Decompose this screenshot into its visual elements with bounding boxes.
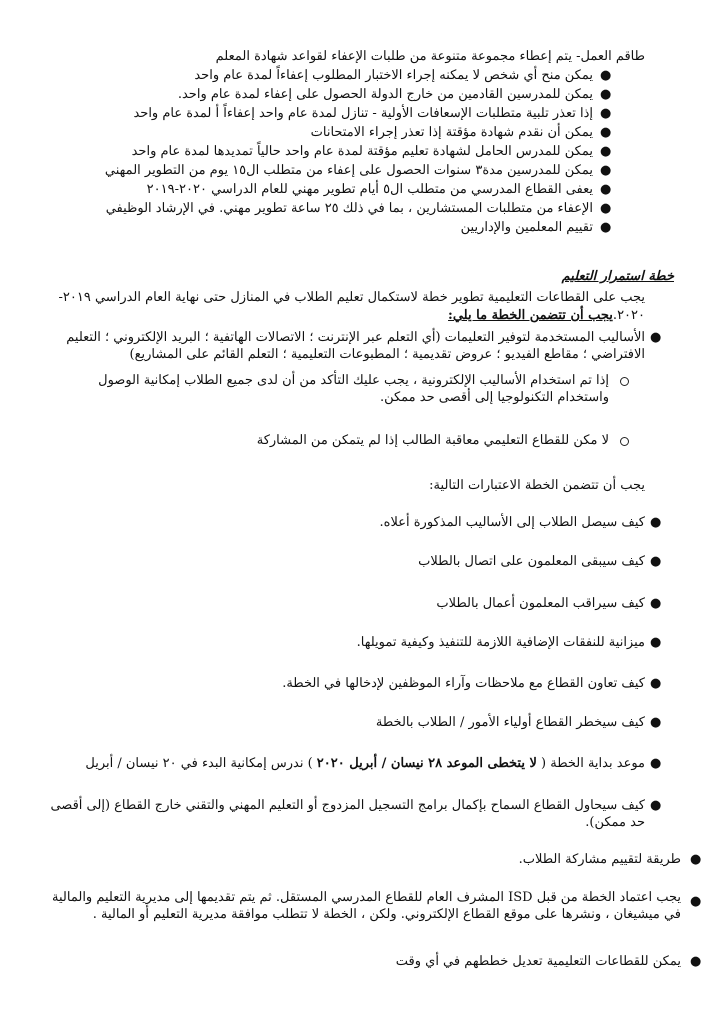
consideration-item: كيف تعاون القطاع مع ملاحظات وآراء الموظفين لإدخالها في الخطة. [282, 676, 645, 691]
modify-item: يمكن للقطاعات التعليمية تعديل خططهم في أي وقت [395, 954, 681, 969]
plan-year: ٢٠٢٠. [612, 308, 645, 323]
plan-paragraph [448, 307, 645, 324]
bullet-icon: ● [600, 68, 612, 83]
staff-intro: طاقم العمل- يتم إعطاء مجموعة متنوعة من طلبات الإعفاء لقواعد شهادة المعلم [215, 49, 645, 64]
bullet-icon: ● [600, 220, 612, 235]
bullet-icon: ● [650, 330, 662, 345]
start-suffix: ) ندرس إمكانية البدء في ٢٠ نيسان / أبريل [85, 756, 313, 771]
bullet-icon: ● [650, 515, 662, 530]
consideration-item: كيف سيصل الطلاب إلى الأساليب المذكورة أعلاه. [379, 515, 645, 530]
start-deadline: لا يتخطى الموعد ٢٨ نيسان / أبريل ٢٠٢٠ [316, 756, 537, 771]
bullet-icon: ● [650, 635, 662, 650]
bullet-icon: ● [690, 852, 702, 867]
assessment-item: طريقة لتقييم مشاركة الطلاب. [518, 852, 681, 867]
waiver-item: الإعفاء من متطلبات المستشارين ، بما في ذلك ٢٥ ساعة تطوير مهني. في الإرشاد الوظيفي [105, 201, 593, 216]
waiver-item: يمكن للمدرس الحامل لشهادة تعليم مؤقتة لمدة عام واحد حالياً تمديدها لمدة عام واحد [131, 144, 593, 159]
consideration-item: ميزانية للنفقات الإضافية اللازمة للتنفيذ وكيفية تمويلها. [356, 635, 645, 650]
bullet-icon: ● [650, 676, 662, 691]
bullet-icon: ● [650, 756, 662, 771]
waiver-item: يعفى القطاع المدرسي من متطلب ال٥ أيام تطوير مهني للعام الدراسي ٢٠٢٠-٢٠١٩ [146, 182, 593, 197]
bullet-icon: ● [690, 894, 702, 909]
waiver-item: يمكن للمدرسين مدة٣ سنوات الحصول على إعفاء من متطلب ال١٥ يوم من التطوير المهني [104, 163, 593, 178]
start-date-item [85, 755, 645, 772]
bullet-icon: ● [650, 798, 662, 813]
bullet-icon: ● [600, 201, 612, 216]
bullet-icon: ● [600, 163, 612, 178]
approval-item: يجب اعتماد الخطة من قبل ISD المشرف العام للقطاع المدرسي المستقل. ثم يتم تقديمها إلى مديرية التعليم والمالية في ميشيغان ، ونشرها على موقع القطاع الإلكتروني. ولكن ، الخطة لا تتطلب موافقة مديرية التعليم أو المالية . [52, 890, 681, 922]
start-prefix: موعد بداية الخطة ( [541, 756, 645, 771]
section-heading: خطة استمرار التعليم [561, 269, 674, 284]
bullet-icon: ● [600, 106, 612, 121]
bullet-icon: ● [600, 125, 612, 140]
bullet-icon: ● [690, 954, 702, 969]
waiver-item: إذا تعذر تلبية متطلبات الإسعافات الأولية - تنازل لمدة عام واحد إعفاءاً أ لمدة عام واحد [133, 106, 593, 121]
bullet-icon: ● [650, 715, 662, 730]
bullet-icon: ● [600, 182, 612, 197]
consideration-item: كيف سيراقب المعلمون أعمال بالطلاب [436, 596, 645, 611]
circle-bullet-icon [620, 377, 629, 386]
bullet-icon: ● [650, 554, 662, 569]
plan-requirement: يجب أن تتضمن الخطة ما يلي: [448, 308, 613, 323]
circle-bullet-icon [620, 437, 629, 446]
plan-paragraph: يجب على القطاعات التعليمية تطوير خطة لاستكمال تعليم الطلاب في المنازل حتى نهاية العام الدراسي ٢٠١٩- [58, 290, 645, 305]
bullet-icon: ● [650, 596, 662, 611]
methods-item: الأساليب المستخدمة لتوفير التعليمات (أي التعلم عبر الإنترنت ؛ الاتصالات الهاتفية ؛ البريد الإلكتروني ؛ التعليم الافتراضي ؛ مقاطع الفيديو ؛ عروض تقديمية ؛ المطبوعات التعليمية ؛ التعلم القائم على المشاريع) [66, 330, 645, 362]
considerations-intro: يجب أن تتضمن الخطة الاعتبارات التالية: [429, 478, 645, 493]
sub-item: إذا تم استخدام الأساليب الإلكترونية ، يجب عليك التأكد من أن لدى جميع الطلاب إمكانية الوصول واستخدام التكنولوجيا إلى أقصى حد ممكن. [98, 373, 609, 405]
sub-item: لا مكن للقطاع التعليمي معاقبة الطالب إذا لم يتمكن من المشاركة [256, 433, 609, 448]
waiver-item: يمكن أن نقدم شهادة مؤقتة إذا تعذر إجراء الامتحانات [310, 125, 593, 140]
dual-enrollment-item: كيف سيحاول القطاع السماح بإكمال برامج التسجيل المزدوج أو التعليم المهني والتقني خارج القطاع (إلى أقصى حد ممكن). [50, 798, 645, 830]
bullet-icon: ● [600, 87, 612, 102]
waiver-item: يمكن للمدرسين القادمين من خارج الدولة الحصول على إعفاء لمدة عام واحد. [177, 87, 593, 102]
consideration-item: كيف سيخطر القطاع أولياء الأمور / الطلاب بالخطة [375, 715, 645, 730]
waiver-item: تقييم المعلمين والإداريين [460, 220, 593, 235]
bullet-icon: ● [600, 144, 612, 159]
consideration-item: كيف سيبقى المعلمون على اتصال بالطلاب [418, 554, 645, 569]
waiver-item: يمكن منح أي شخص لا يمكنه إجراء الاختبار المطلوب إعفاءاً لمدة عام واحد [194, 68, 593, 83]
